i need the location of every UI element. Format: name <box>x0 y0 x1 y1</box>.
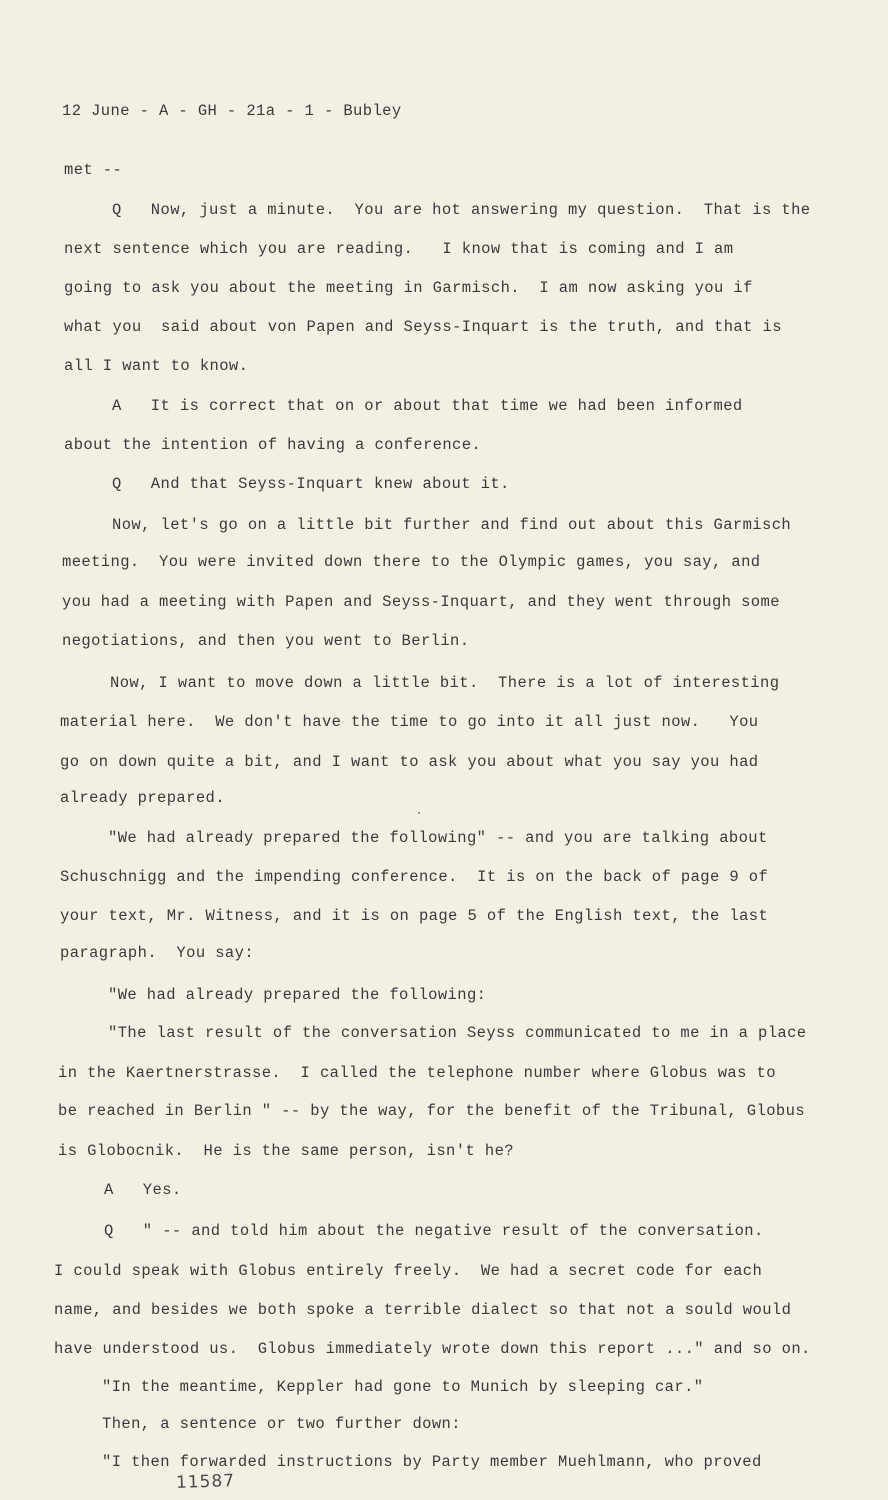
text-line: A Yes. <box>104 1181 182 1199</box>
text-line: "The last result of the conversation Seyss communicated to me in a place <box>108 1024 807 1042</box>
text-line: what you said about von Papen and Seyss-Inquart is the truth, and that is <box>64 318 782 336</box>
text-line: going to ask you about the meeting in Garmisch. I am now asking you if <box>64 279 753 297</box>
text-line: A It is correct that on or about that time we had been informed <box>112 397 743 415</box>
text-line: "I then forwarded instructions by Party member Muehlmann, who proved <box>102 1453 762 1471</box>
text-line: Q " -- and told him about the negative result of the conversation. <box>104 1222 764 1240</box>
text-line: next sentence which you are reading. I know that is coming and I am <box>64 240 734 258</box>
text-line: Q Now, just a minute. You are hot answering my question. That is the <box>112 201 811 219</box>
text-line: Now, I want to move down a little bit. There is a lot of interesting <box>110 674 780 692</box>
text-line: Then, a sentence or two further down: <box>102 1415 461 1433</box>
text-line: Now, let's go on a little bit further and find out about this Garmisch <box>112 516 792 534</box>
text-line: is Globocnik. He is the same person, isn't he? <box>58 1142 514 1160</box>
text-line: all I want to know. <box>64 357 249 375</box>
text-line: material here. We don't have the time to go into it all just now. You <box>60 713 759 731</box>
text-line: about the intention of having a conference. <box>64 436 482 454</box>
text-line: already prepared. <box>60 789 225 807</box>
text-line: be reached in Berlin " -- by the way, for the benefit of the Tribunal, Globus <box>58 1102 806 1120</box>
text-line: meeting. You were invited down there to the Olympic games, you say, and <box>62 553 761 571</box>
text-line: your text, Mr. Witness, and it is on page 5 of the English text, the last <box>60 907 769 925</box>
text-line: name, and besides we both spoke a terrible dialect so that not a sould would <box>54 1301 792 1319</box>
text-line: paragraph. You say: <box>60 944 255 962</box>
text-line: you had a meeting with Papen and Seyss-Inquart, and they went through some <box>62 593 780 611</box>
text-line: "In the meantime, Keppler had gone to Munich by sleeping car." <box>102 1378 704 1396</box>
text-line: in the Kaertnerstrasse. I called the telephone number where Globus was to <box>58 1064 776 1082</box>
text-line: "We had already prepared the following: <box>108 986 487 1004</box>
text-line: met -- <box>64 161 123 179</box>
text-line: "We had already prepared the following" -- and you are talking about <box>108 829 768 847</box>
text-line: Schuschnigg and the impending conference. It is on the back of page 9 of <box>60 868 769 886</box>
handwritten-page-number: 11587 <box>175 1470 236 1494</box>
text-line: have understood us. Globus immediately wrote down this report ..." and so on. <box>54 1340 811 1358</box>
text-line: negotiations, and then you went to Berlin. <box>62 632 470 650</box>
text-line: go on down quite a bit, and I want to ask you about what you say you had <box>60 753 759 771</box>
text-line: Q And that Seyss-Inquart knew about it. <box>112 475 510 493</box>
ink-speck <box>418 812 420 814</box>
text-line: I could speak with Globus entirely freely. We had a secret code for each <box>54 1262 763 1280</box>
page-header: 12 June - A - GH - 21a - 1 - Bubley <box>62 102 402 120</box>
